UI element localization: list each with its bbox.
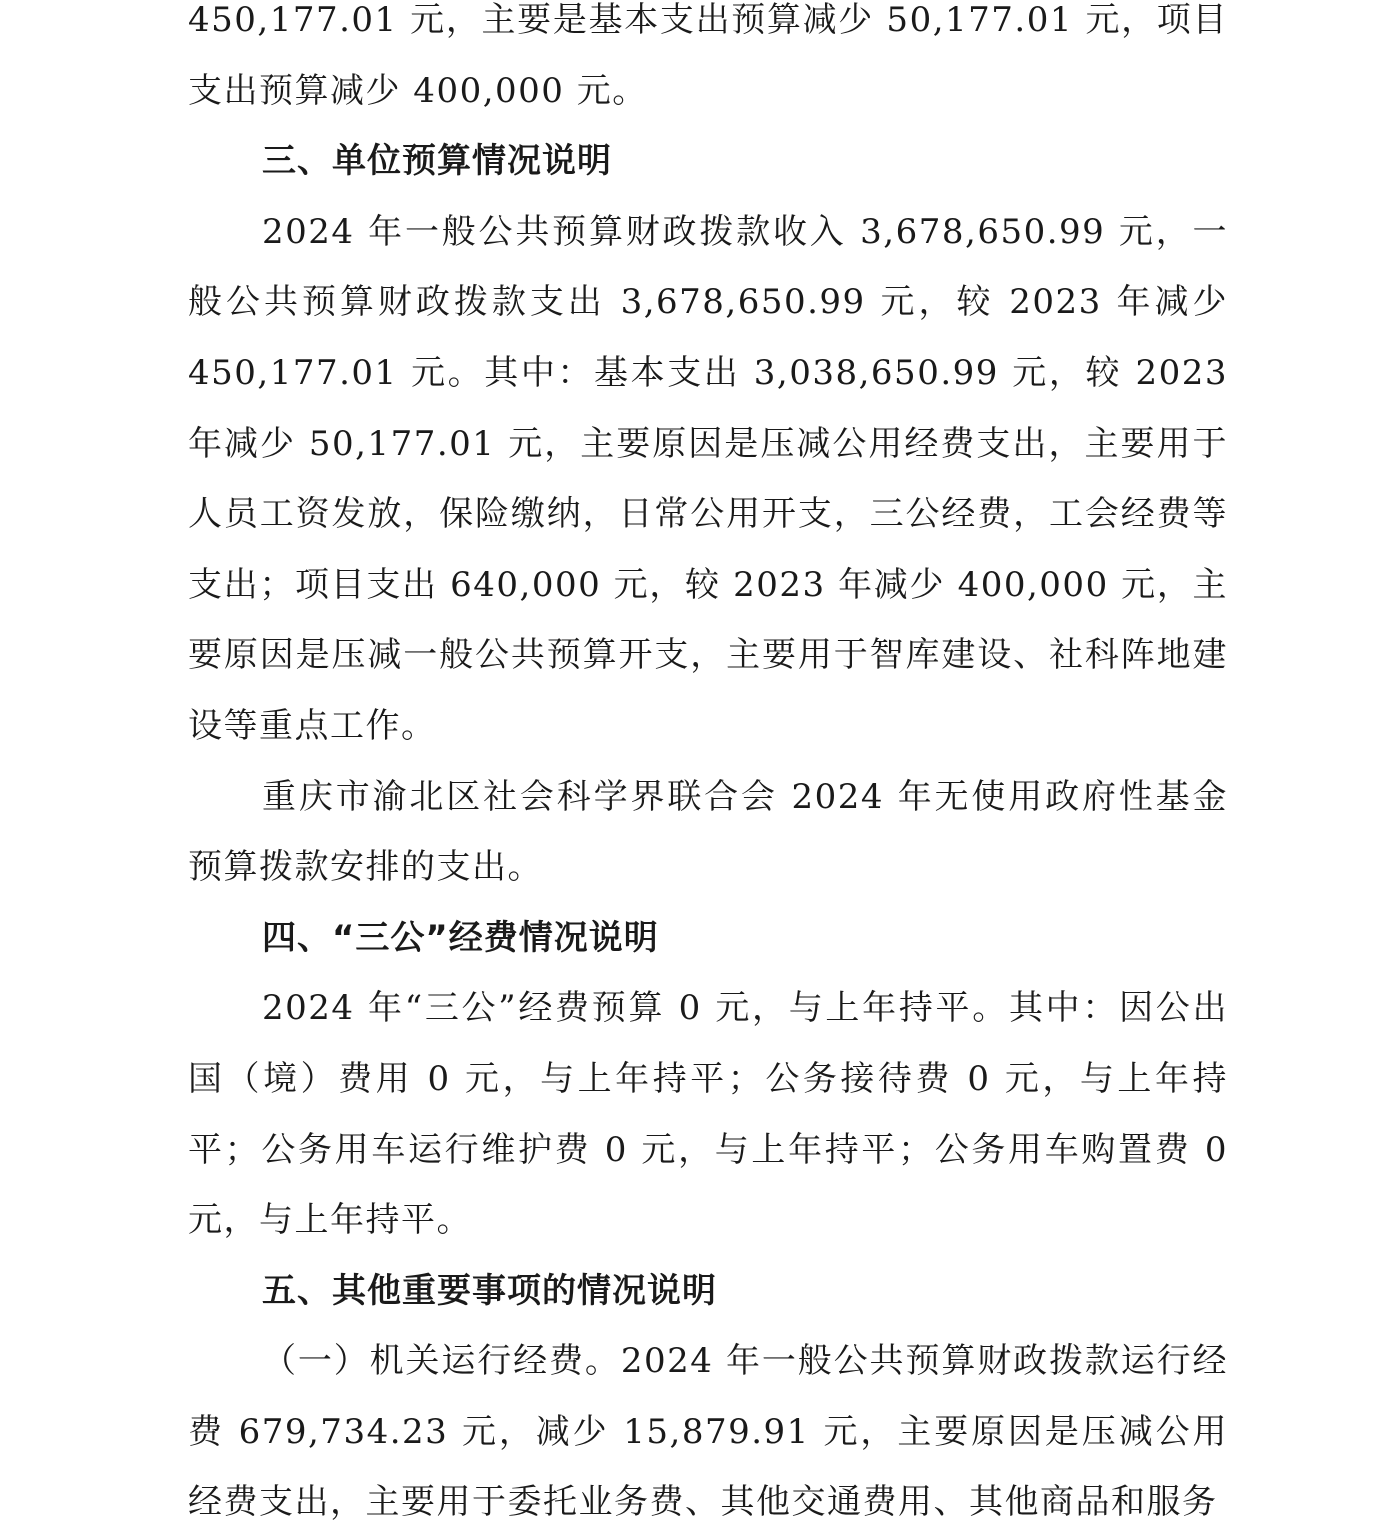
paragraph-general-budget: 2024 年一般公共预算财政拨款收入 3,678,650.99 元，一般公共预算财政拨款支出 3,678,650.99 元，较 2023 年减少 450,177.01 元。其中：基本支出 3,038,650.99 元，较 2023 年减少 50,177.01 元，主要原因是压减公用经费支出，主要用于人员工资发放，保险缴纳，日常公用开支，三公经费，工会经费等支出；项目支出 640,000 元，较 2023 年减少 400,000 元，主要原因是压减一般公共预算开支，主要用于智库建设、社科阵地建设等重点工作。 — [188, 211, 1228, 746]
section-heading-other-matters: 五、其他重要事项的情况说明 — [262, 1270, 717, 1311]
paragraph-three-public-expenses: 2024 年“三公”经费预算 0 元，与上年持平。其中：因公出国（境）费用 0 元，与上年持平；公务接待费 0 元，与上年持平；公务用车运行维护费 0 元，与上年持平；公务用车购置费 0 元，与上年持平。 — [188, 988, 1228, 1241]
document-page — [188, 0, 1228, 1538]
paragraph-continuation: 450,177.01 元，主要是基本支出预算减少 50,177.01 元，项目支出预算减少 400,000 元。 — [188, 0, 1228, 111]
paragraph-operating-expenses: （一）机关运行经费。2024 年一般公共预算财政拨款运行经费 679,734.23 元，减少 15,879.91 元，主要原因是压减公用经费支出，主要用于委托业务费、其他交通费用、其他商品和服务 — [188, 1341, 1228, 1523]
paragraph-government-fund: 重庆市渝北区社会科学界联合会 2024 年无使用政府性基金预算拨款安排的支出。 — [188, 776, 1228, 888]
section-heading-unit-budget: 三、单位预算情况说明 — [262, 141, 612, 182]
section-heading-three-public: 四、“三公”经费情况说明 — [262, 917, 659, 958]
